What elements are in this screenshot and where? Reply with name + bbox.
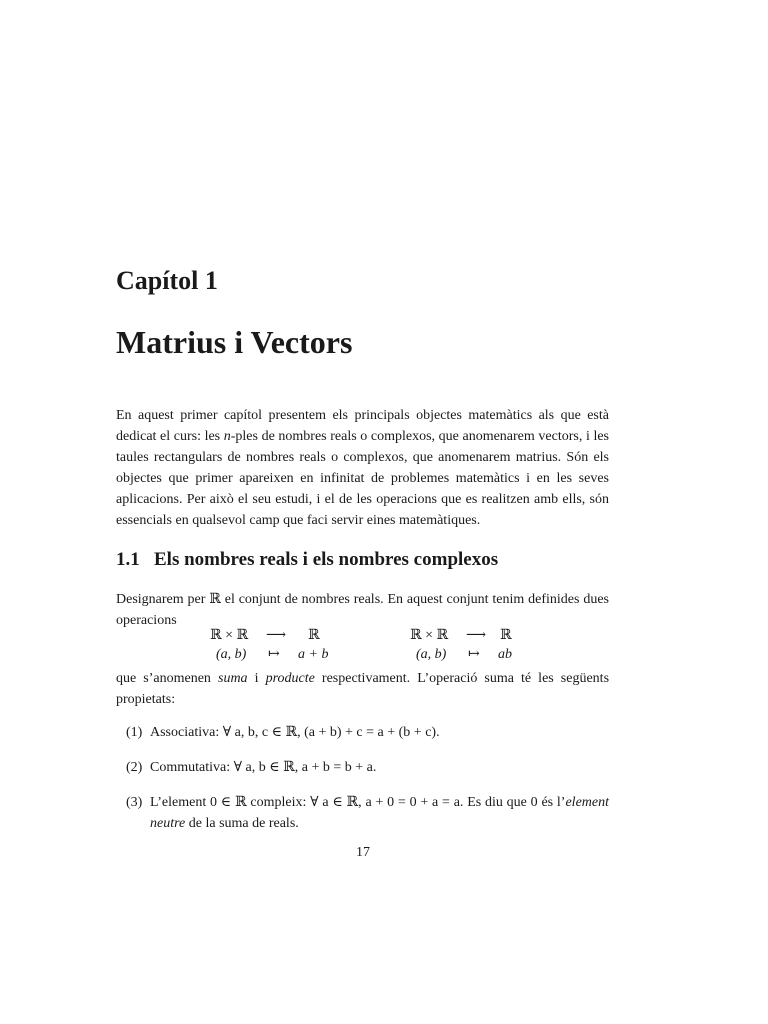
property-text-b: de la suma de reals. bbox=[185, 816, 299, 831]
property-item bbox=[126, 757, 609, 778]
ops-text-1: que s’anomenen bbox=[116, 671, 218, 686]
sum-operation bbox=[210, 626, 370, 666]
section-heading bbox=[116, 549, 498, 571]
section-title: Els nombres reals i els nombres complexos bbox=[154, 549, 499, 570]
sum-mapsto: ↦ bbox=[268, 647, 280, 662]
ops-text-2: i bbox=[247, 671, 266, 686]
producte-term: producte bbox=[265, 671, 315, 686]
product-codomain: ℝ bbox=[500, 628, 512, 643]
product-mapsto: ↦ bbox=[468, 647, 480, 662]
intro-text-1: En aquest primer capítol presentem els principals objectes matemàtics als que està dedicat el curs: les bbox=[116, 408, 609, 444]
operations-paragraph bbox=[116, 668, 609, 710]
product-domain: ℝ × ℝ bbox=[410, 628, 449, 643]
product-operation bbox=[410, 626, 570, 666]
section-paragraph: Designarem per ℝ el conjunt de nombres reals. En aquest conjunt tenim definides dues operacions bbox=[116, 592, 609, 628]
sum-domain: ℝ × ℝ bbox=[210, 628, 249, 643]
sum-codomain: ℝ bbox=[308, 628, 320, 643]
property-text: Associativa: ∀ a, b, c ∈ ℝ, (a + b) + c = a + (b + c). bbox=[150, 725, 440, 740]
sum-element: (a, b) bbox=[216, 647, 247, 662]
product-element: (a, b) bbox=[416, 647, 447, 662]
chapter-title: Matrius i Vectors bbox=[116, 324, 353, 360]
product-image: ab bbox=[498, 647, 512, 662]
section-number: 1.1 bbox=[116, 549, 140, 570]
property-number: (3) bbox=[126, 795, 143, 810]
element-neutre-term: element neutre bbox=[150, 795, 609, 831]
intro-text-2: -ples de nombres reals o complexos, que anomenarem vectors, i les taules rectangulars de nombres reals o complexos, que anomenarem matrius. Són els objectes que primer apareixen en infinitat de problemes matemàtics i en les seves aplicacions. Per això el seu estudi, i el de les operacions que es realitzen amb ells, són essencials en qualsevol camp que faci servir eines matemàtiques. bbox=[116, 429, 609, 528]
property-item bbox=[126, 722, 609, 743]
property-item bbox=[126, 792, 609, 834]
page-number: 17 bbox=[356, 845, 370, 860]
sum-arrow: ⟶ bbox=[266, 628, 287, 643]
property-text: Commutativa: ∀ a, b ∈ ℝ, a + b = b + a. bbox=[150, 760, 377, 775]
property-number: (1) bbox=[126, 725, 143, 740]
intro-var-n: n bbox=[223, 429, 231, 444]
property-number: (2) bbox=[126, 760, 143, 775]
chapter-label: Capítol 1 bbox=[116, 266, 218, 295]
property-text-a: L’element 0 ∈ ℝ compleix: ∀ a ∈ ℝ, a + 0 = 0 + a = a. Es diu que 0 és l’ bbox=[150, 795, 566, 810]
product-arrow: ⟶ bbox=[466, 628, 487, 643]
intro-paragraph bbox=[116, 405, 609, 531]
property-text bbox=[150, 792, 609, 834]
sum-image: a + b bbox=[298, 647, 329, 662]
ops-text-3: respectivament. L’operació suma té les següents propietats: bbox=[116, 671, 610, 707]
suma-term: suma bbox=[218, 671, 248, 686]
